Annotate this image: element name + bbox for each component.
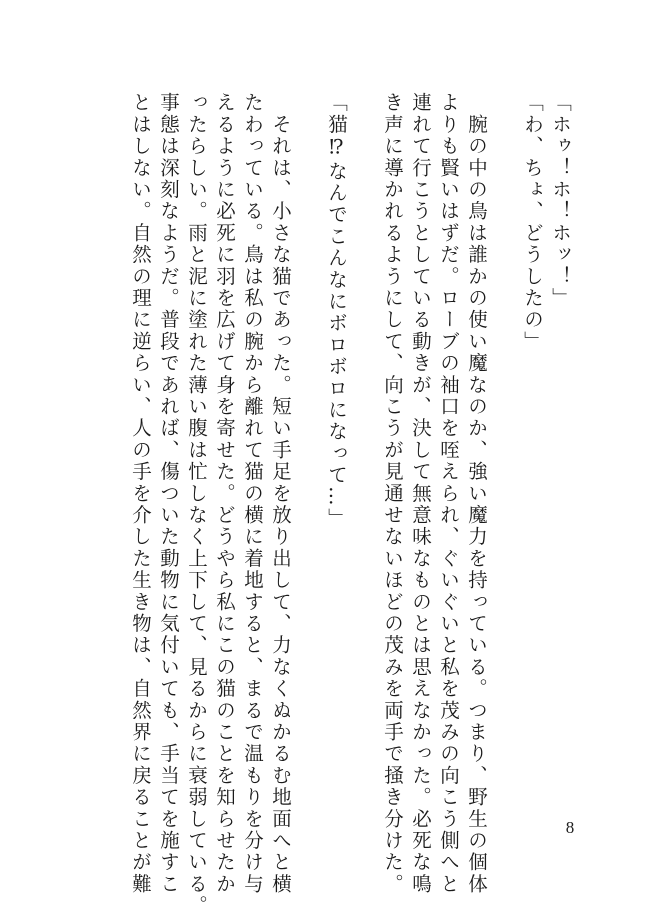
text-column: それは、小さな猫であった。短い手足を放り出して、力なくぬかるむ地面へと横	[269, 92, 292, 895]
text-column: 腕の中の鳥は誰かの使い魔なのか、強い魔力を持っている。つまり、野生の個体	[465, 92, 488, 895]
text-column: 連れて行こうとしている動きが、決して無意味なものとは思えなかった。必死な鳴	[409, 92, 432, 895]
text-column: ったらしい。雨と泥に塗れた薄い腹は忙しなく上下して、見るからに衰弱している。	[185, 92, 208, 917]
text-column: よりも賢いはずだ。ローブの袖口を咥えられ、ぐいぐいと私を茂みの向こう側へと	[437, 92, 460, 895]
text-column: たわっている。鳥は私の腕から離れて猫の横に着地すると、まるで温もりを分け与	[241, 92, 264, 895]
text-column: 「猫⁉なんでこんなにボロボロになって…」	[325, 92, 348, 530]
text-column: 「ホゥ！ホ！ホッ！」	[549, 92, 572, 309]
page-number: 8	[565, 818, 575, 837]
text-column: 「わ、ちょ、どうしたの」	[521, 92, 544, 353]
text-column: 事態は深刻なようだ。普段であれば、傷ついた動物に気付いても、手当てを施すこ	[157, 92, 180, 895]
text-column: えるように必死に羽を広げて身を寄せた。どうやら私にこの猫のことを知らせたか	[213, 92, 236, 895]
text-column: き声に導かれるようにして、向こうが見通せないほどの茂みを両手で掻き分けた。	[381, 92, 404, 895]
text-column: とはしない。自然の理に逆らい、人の手を介した生き物は、自然界に戻ることが難	[129, 92, 152, 895]
